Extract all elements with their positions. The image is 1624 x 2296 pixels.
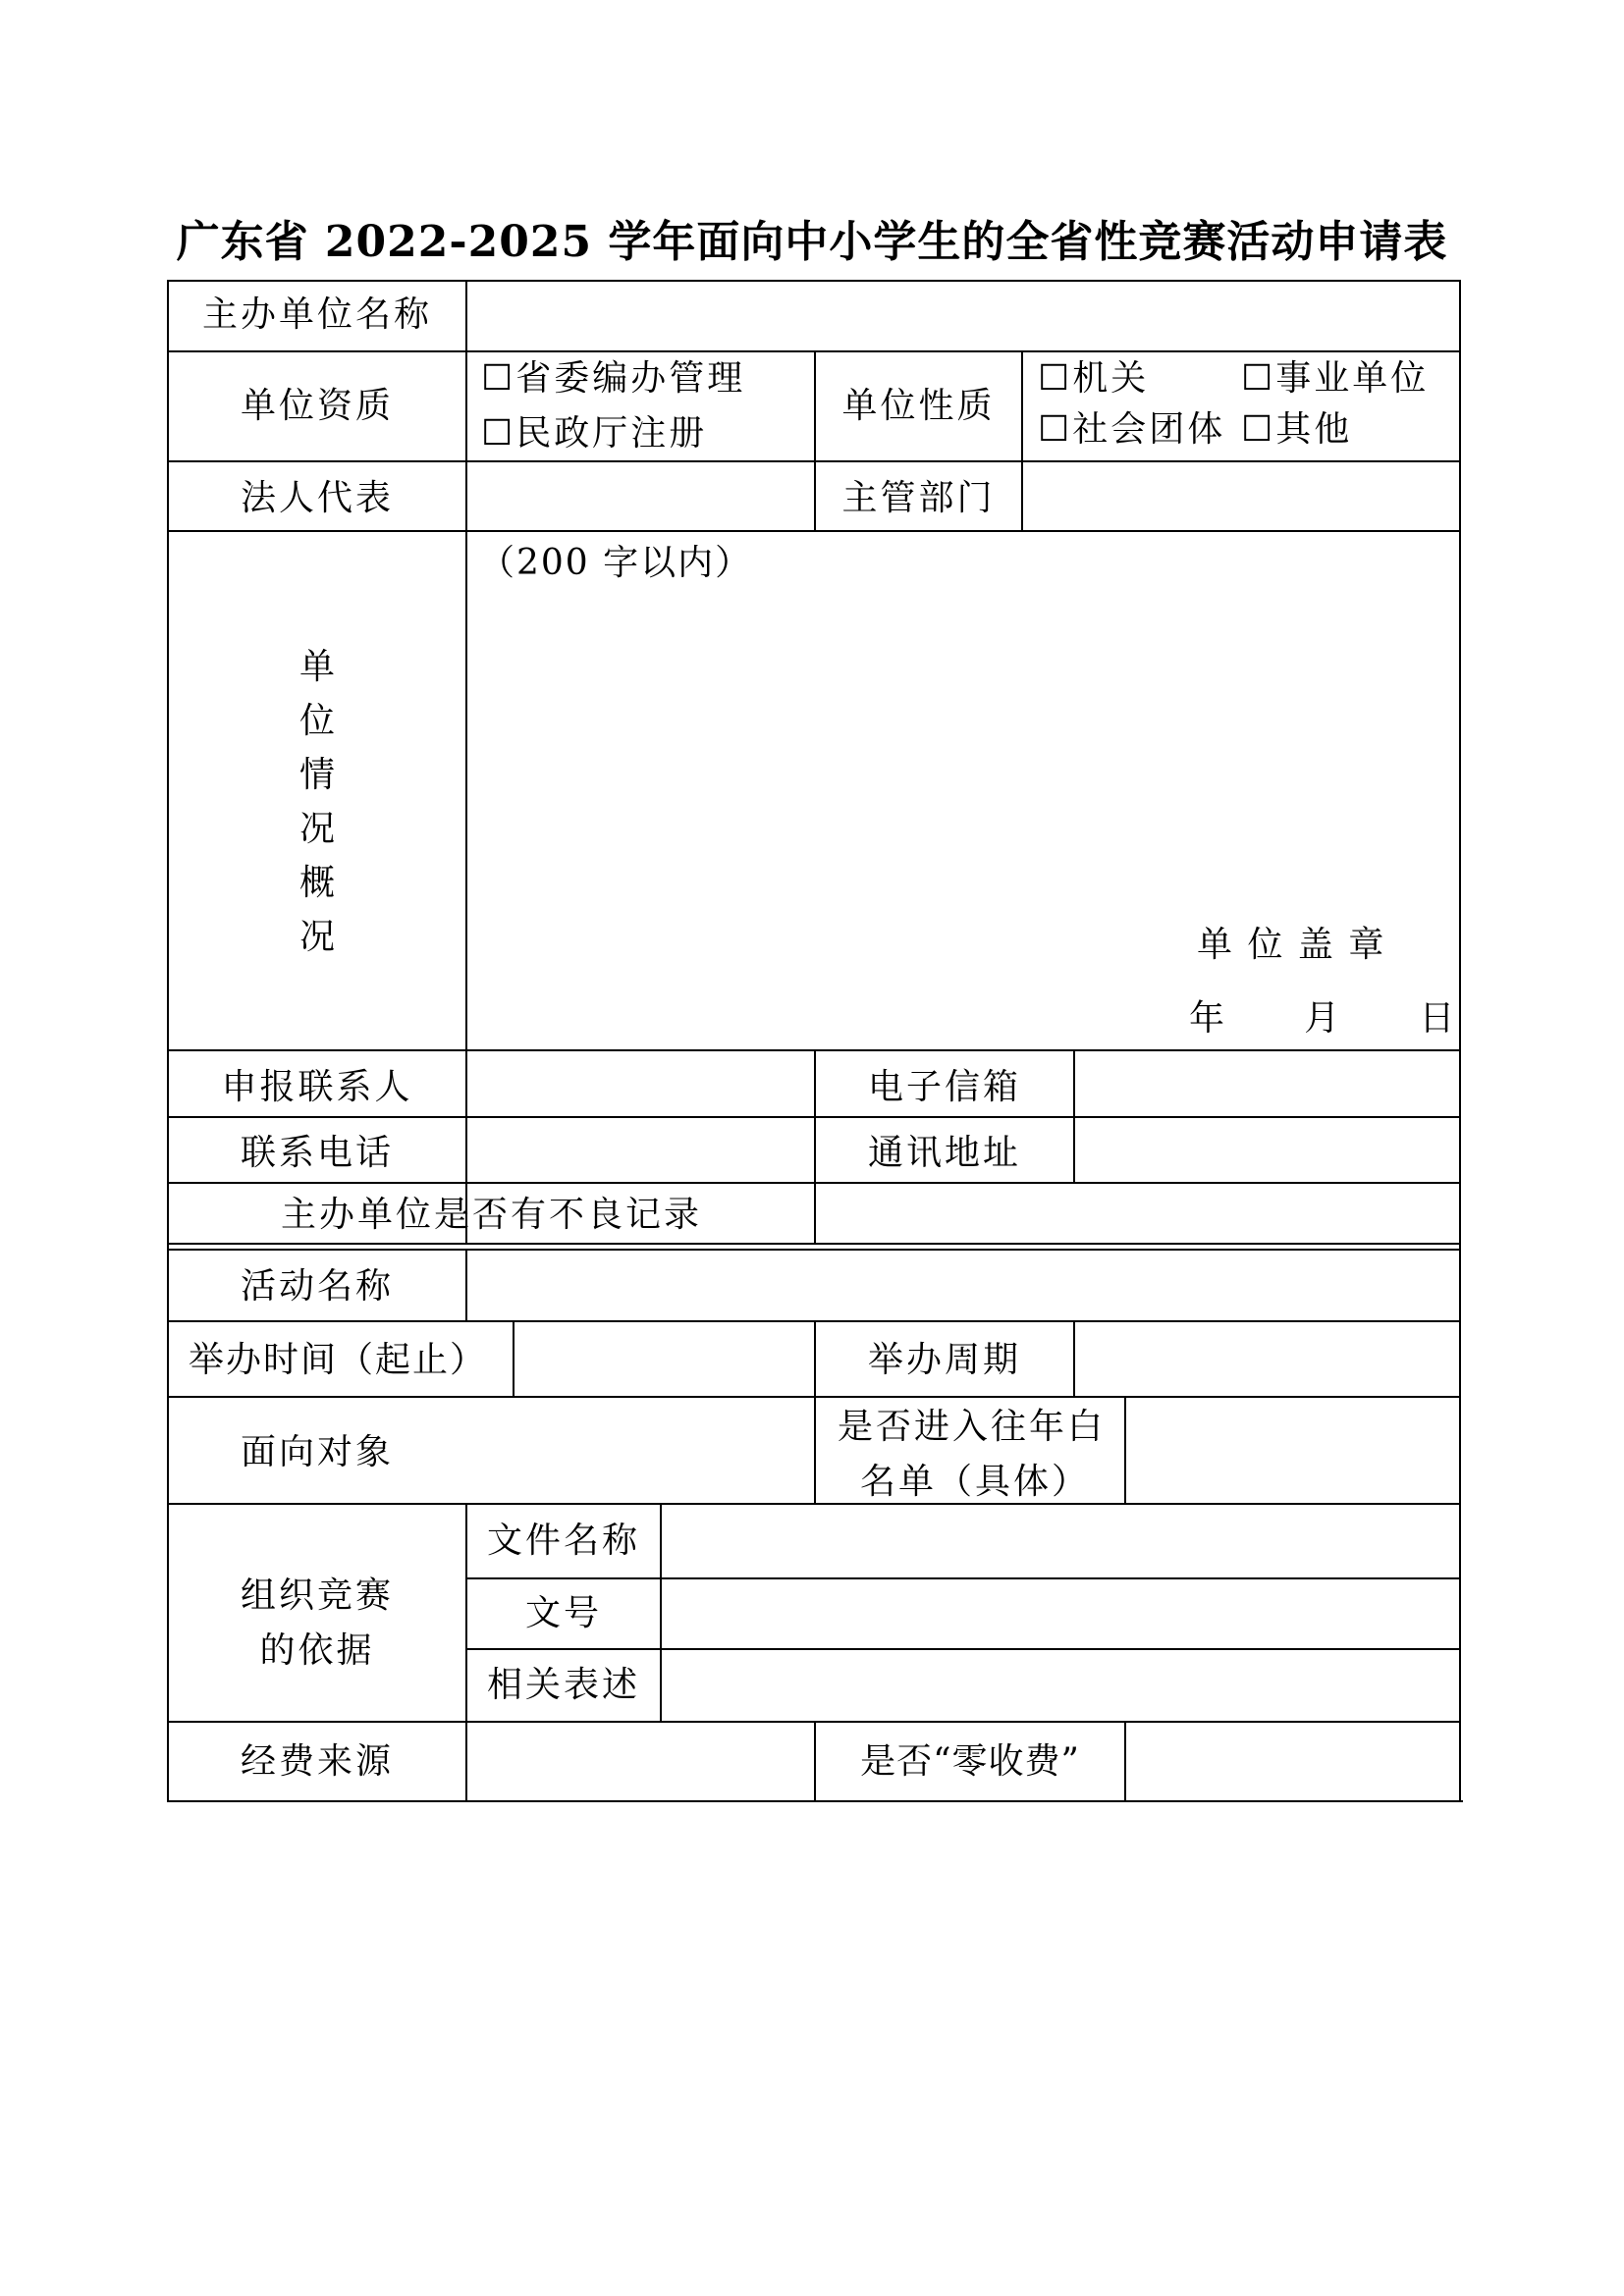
col-divider — [1124, 1396, 1126, 1503]
overview-label-char: 情 — [298, 755, 335, 795]
basis-label-line1: 组织竞赛 — [240, 1575, 394, 1616]
funding-source-label: 经费来源 — [240, 1741, 394, 1782]
table-border-right — [1459, 280, 1461, 1802]
col-divider — [1073, 1049, 1075, 1182]
table-border-top — [167, 280, 1461, 282]
section-divider — [167, 1249, 1461, 1251]
seal-date: 年 月 日 — [1189, 998, 1459, 1039]
activity-cycle-label: 举办周期 — [867, 1340, 1021, 1380]
col-divider — [513, 1320, 514, 1396]
col-divider — [660, 1503, 662, 1721]
whitelist-label-line2: 名单（具体） — [860, 1462, 1091, 1502]
seal-text: 单 位 盖 章 — [1197, 925, 1386, 965]
overview-label-char: 位 — [298, 701, 335, 741]
col-divider — [1021, 350, 1023, 530]
overview-label-char: 单 — [298, 647, 335, 687]
zero-fee-label: 是否“零收费” — [860, 1741, 1080, 1782]
related-statement-label: 相关表述 — [486, 1665, 640, 1705]
nature-option-other[interactable]: ☐其他 — [1241, 409, 1353, 450]
row-divider — [465, 1577, 1461, 1579]
form-title: 广东省 2022-2025 学年面向中小学生的全省性竞赛活动申请表 — [176, 217, 1448, 267]
overview-label — [298, 640, 337, 964]
address-label: 通讯地址 — [867, 1133, 1021, 1173]
phone-label: 联系电话 — [240, 1133, 394, 1173]
email-label: 电子信箱 — [867, 1067, 1021, 1107]
col-divider — [465, 1249, 467, 1320]
nature-option-shetuan[interactable]: ☐社会团体 — [1038, 409, 1226, 450]
overview-hint: （200 字以内） — [479, 543, 753, 583]
bad-record-label: 主办单位是否有不良记录 — [280, 1195, 702, 1235]
contact-label: 申报联系人 — [221, 1067, 413, 1107]
doc-number-label: 文号 — [524, 1593, 602, 1633]
qualification-option-bianban[interactable]: ☐省委编办管理 — [481, 358, 746, 399]
whitelist-label-line1: 是否进入往年白 — [838, 1407, 1107, 1447]
nature-label: 单位性质 — [841, 386, 996, 426]
overview-label-char: 况 — [298, 809, 335, 849]
section-divider — [167, 1243, 1461, 1245]
col-divider — [465, 280, 467, 1243]
overview-label-char: 况 — [298, 917, 335, 957]
qualification-option-minzheng[interactable]: ☐民政厅注册 — [481, 413, 708, 454]
row-divider — [167, 530, 1461, 532]
activity-name-label: 活动名称 — [240, 1266, 394, 1307]
col-divider — [1124, 1721, 1126, 1802]
nature-option-jiguan[interactable]: ☐机关 — [1038, 358, 1150, 399]
organizer-name-label: 主办单位名称 — [202, 294, 433, 335]
row-divider — [167, 1503, 1461, 1505]
legal-rep-label: 法人代表 — [240, 478, 394, 518]
supervisor-label: 主管部门 — [841, 478, 996, 518]
qualification-label: 单位资质 — [240, 386, 394, 426]
activity-time-label: 举办时间（起止） — [189, 1340, 488, 1380]
basis-label-line2: 的依据 — [259, 1630, 375, 1671]
overview-label-char: 概 — [298, 863, 335, 903]
target-audience-label: 面向对象 — [240, 1432, 394, 1472]
nature-option-shiye[interactable]: ☐事业单位 — [1241, 358, 1430, 399]
doc-name-label: 文件名称 — [486, 1521, 640, 1561]
row-divider — [465, 1648, 1461, 1650]
col-divider — [1073, 1320, 1075, 1396]
